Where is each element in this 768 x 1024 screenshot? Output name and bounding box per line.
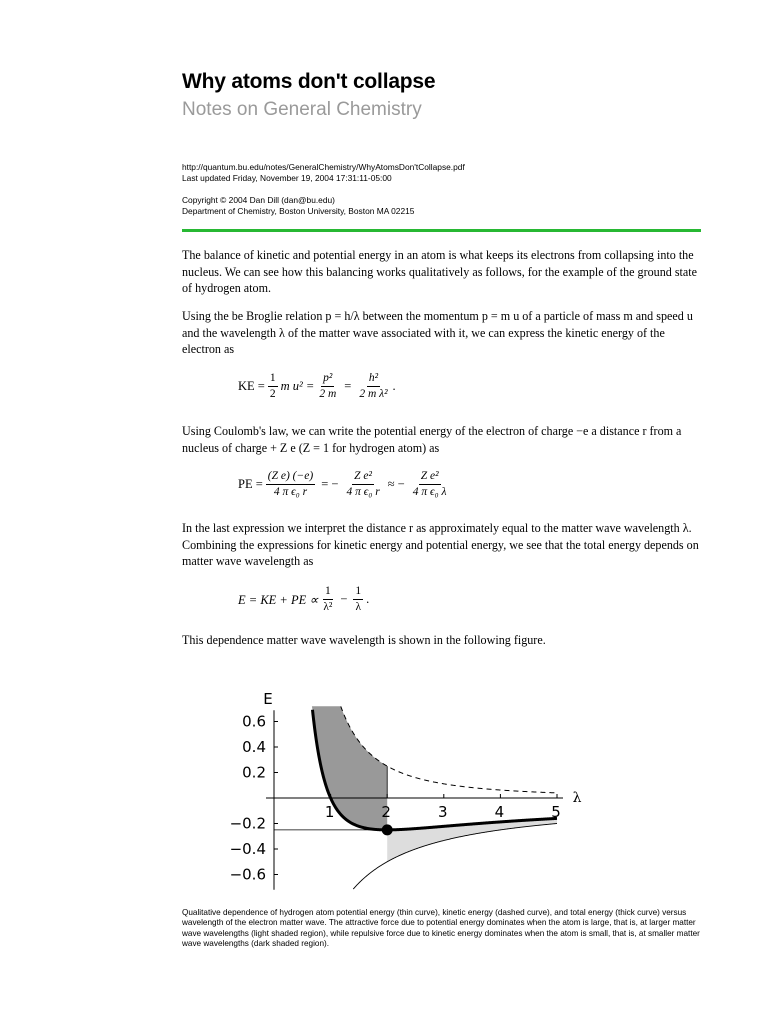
eq-ke-frac-1-den: 2 — [269, 388, 276, 400]
x-tick-label: 1 — [324, 803, 335, 821]
y-tick-label: 0.6 — [242, 712, 266, 731]
y-tick-label: 0.2 — [242, 763, 266, 782]
y-tick-label: 0.4 — [242, 738, 266, 756]
last-updated: Last updated Friday, November 19, 2004 17:31:11-05:00 — [182, 173, 392, 183]
x-axis-label: λ — [572, 790, 582, 806]
eq-pe-approx: ≈ − — [387, 477, 405, 491]
eq-pe-eq: = − — [321, 477, 339, 491]
eq-ke-frac-1 — [268, 372, 278, 401]
page-title: Why atoms don't collapse — [182, 70, 436, 93]
eq-ke-frac-3-den: 2 m λ² — [359, 388, 388, 400]
eq-total-frac-1-den: λ² — [323, 601, 333, 613]
x-tick-label: 5 — [551, 803, 561, 821]
kinetic-energy-equation — [238, 372, 396, 401]
copyright-line: Copyright © 2004 Dan Dill (dan@bu.edu) — [182, 195, 335, 205]
x-tick-label: 4 — [494, 803, 505, 821]
x-tick-label: 2 — [381, 803, 391, 821]
figure-caption: Qualitative dependence of hydrogen atom potential energy (thin curve), kinetic energy (dashed curve), and total energy (thick curve) versus wavelength of the electron matter wave. The attractive force due to potential energy dominates when the atom is large, that is, at larger matter wave wavelengths (light shaded region), while repulsive force due to kinetic energy dominates when the atom is small, that is, at smaller matter wave wavelengths (dark shaded region). — [182, 908, 700, 949]
paragraph-total-energy: In the last expression we interpret the distance r as approximately equal to the matter wave wavelength λ. Combining the expressions for kinetic energy and potential energy, we see that the total energy depends on matter wave wavelength as — [182, 521, 699, 568]
eq-pe-frac-3-den: 4 π ϵ₀ λ — [412, 486, 447, 498]
eq-ke-frac-1-num: 1 — [268, 372, 278, 387]
eq-pe-frac-2-den: 4 π ϵ₀ r — [346, 486, 380, 498]
eq-pe-frac-1 — [266, 470, 315, 499]
paragraph-figure-intro: This dependence matter wave wavelength is shown in the following figure. — [182, 633, 546, 647]
eq-total-frac-1 — [321, 585, 334, 614]
eq-total-frac-1-num: 1 — [323, 585, 333, 600]
document-url[interactable]: http://quantum.bu.edu/notes/GeneralChemistry/WhyAtomsDon'tCollapse.pdf — [182, 162, 465, 172]
eq-ke-mid: m u² = — [280, 379, 315, 393]
eq-ke-frac-3 — [357, 372, 389, 401]
eq-total-lhs: E = KE + PE ∝ — [238, 592, 319, 607]
y-tick-label: −0.6 — [229, 865, 266, 884]
eq-ke-frac-2-num: p² — [321, 372, 334, 387]
eq-ke-end: . — [392, 379, 396, 393]
eq-total-frac-2-den: λ — [355, 601, 362, 613]
paragraph-de-broglie: Using the be Broglie relation p = h/λ between the momentum p = m u of a particle of mass m and speed u and the wavelength λ of the matter wave associated with it, we can express the kinetic energy of the electron as — [182, 309, 693, 356]
eq-pe-frac-2-num: Z e² — [352, 470, 374, 485]
eq-ke-frac-2 — [317, 372, 338, 401]
eq-pe-frac-1-num: (Z e) (−e) — [266, 470, 315, 485]
eq-ke-eq: = — [344, 379, 352, 393]
eq-pe-frac-3 — [411, 470, 449, 499]
paragraph-coulomb: Using Coulomb's law, we can write the potential energy of the electron of charge −e a distance r from a nucleus of charge + Z e (Z = 1 for hydrogen atom) as — [182, 424, 682, 455]
eq-pe-frac-3-num: Z e² — [419, 470, 441, 485]
eq-ke-lhs: KE = — [238, 379, 265, 393]
eq-pe-lhs: PE = — [238, 477, 263, 491]
page-subtitle: Notes on General Chemistry — [182, 99, 422, 120]
eq-total-frac-2-num: 1 — [353, 585, 363, 600]
minimum-point-marker — [382, 824, 393, 835]
y-tick-label: −0.4 — [229, 840, 266, 858]
eq-ke-frac-2-den: 2 m — [319, 388, 337, 400]
eq-pe-frac-2 — [344, 470, 381, 499]
total-energy-equation — [238, 585, 369, 614]
x-tick-label: 3 — [438, 803, 448, 821]
eq-total-end: . — [366, 592, 370, 606]
eq-ke-frac-3-num: h² — [367, 372, 380, 387]
y-tick-label: −0.2 — [229, 814, 266, 833]
eq-total-minus: − — [340, 592, 348, 606]
potential-energy-equation — [238, 470, 451, 499]
department-line: Department of Chemistry, Boston University, Boston MA 02215 — [182, 206, 415, 216]
eq-pe-frac-1-den: 4 π ϵ₀ r — [273, 486, 308, 498]
energy-wavelength-chart — [220, 668, 580, 900]
y-axis-label: E — [263, 690, 273, 709]
green-divider — [182, 229, 701, 232]
paragraph-intro: The balance of kinetic and potential energy in an atom is what keeps its electrons from collapsing into the nucleus. We can see how this balancing works qualitatively as follows, for the example of the ground state of hydrogen atom. — [182, 248, 697, 295]
eq-total-frac-2 — [353, 585, 363, 614]
